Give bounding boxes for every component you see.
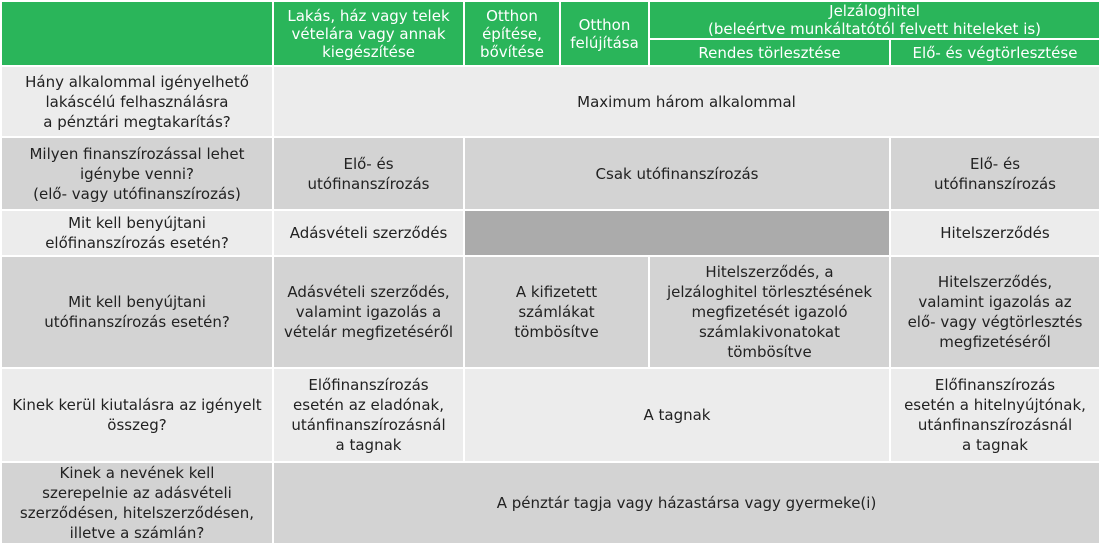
- header-mortgage: [649, 1, 1099, 39]
- answer-financing-purchase: Elő- és utófinanszírozás: [273, 137, 464, 210]
- answer-recipient-middle: A tagnak: [464, 368, 890, 462]
- mortgage-title: Jelzáloghitel: [829, 2, 920, 20]
- answer-postfinancing-building: A kifizetett számlákat tömbösítve: [464, 256, 649, 368]
- header-corner: [1, 1, 273, 66]
- header-mortgage-regular: Rendes törlesztése: [649, 39, 890, 66]
- table-row: [1, 66, 1099, 137]
- blank-cell: [464, 210, 890, 256]
- row-question-prefinancing-docs: Mit kell benyújtani előfinanszírozás esetén?: [1, 210, 273, 256]
- answer-recipient-purchase: Előfinanszírozás esetén az eladónak, utánfinanszírozásnál a tagnak: [273, 368, 464, 462]
- row-question-names: Kinek a nevének kell szerepelnie az adásvételi szerződésen, hitelszerződésen, illetve a számlán?: [1, 462, 273, 544]
- answer-names: A pénztár tagja vagy házastársa vagy gyermeke(i): [273, 462, 1099, 544]
- answer-times: Maximum három alkalommal: [273, 66, 1099, 137]
- header-renovation: Otthon felújítása: [560, 1, 649, 66]
- answer-postfinancing-regular: Hitelszerződés, a jelzáloghitel törlesztésének megfizetését igazoló számlakivonatokat tömbösítve: [649, 256, 890, 368]
- table-row: [1, 368, 1099, 462]
- answer-prefinancing-purchase: Adásvételi szerződés: [273, 210, 464, 256]
- table-row: [1, 462, 1099, 544]
- mortgage-subtitle: (beleértve munkáltatótól felvett hiteleket is): [707, 20, 1042, 38]
- row-question-postfinancing-docs: Mit kell benyújtani utófinanszírozás esetén?: [1, 256, 273, 368]
- header-building: Otthon építése, bővítése: [464, 1, 560, 66]
- answer-postfinancing-purchase: Adásvételi szerződés, valamint igazolás a vételár megfizetéséről: [273, 256, 464, 368]
- header-mortgage-prepay: Elő- és végtörlesztése: [890, 39, 1099, 66]
- answer-financing-middle: Csak utófinanszírozás: [464, 137, 890, 210]
- table-row: [1, 210, 1099, 256]
- row-question-recipient: Kinek kerül kiutalásra az igényelt összeg?: [1, 368, 273, 462]
- answer-postfinancing-prepay: Hitelszerződés, valamint igazolás az elő- vagy végtörlesztés megfizetéséről: [890, 256, 1099, 368]
- header-row-1: [1, 1, 1099, 39]
- answer-prefinancing-prepay: Hitelszerződés: [890, 210, 1099, 256]
- row-question-financing: Milyen finanszírozással lehet igénybe venni? (elő- vagy utófinanszírozás): [1, 137, 273, 210]
- table-row: [1, 137, 1099, 210]
- table-row: [1, 256, 1099, 368]
- header-purchase: Lakás, ház vagy telek vételára vagy annak kiegészítése: [273, 1, 464, 66]
- answer-recipient-prepay: Előfinanszírozás esetén a hitelnyújtónak, utánfinanszírozásnál a tagnak: [890, 368, 1099, 462]
- answer-financing-prepay: Elő- és utófinanszírozás: [890, 137, 1099, 210]
- row-question-times: Hány alkalommal igényelhető lakáscélú felhasználásra a pénztári megtakarítás?: [1, 66, 273, 137]
